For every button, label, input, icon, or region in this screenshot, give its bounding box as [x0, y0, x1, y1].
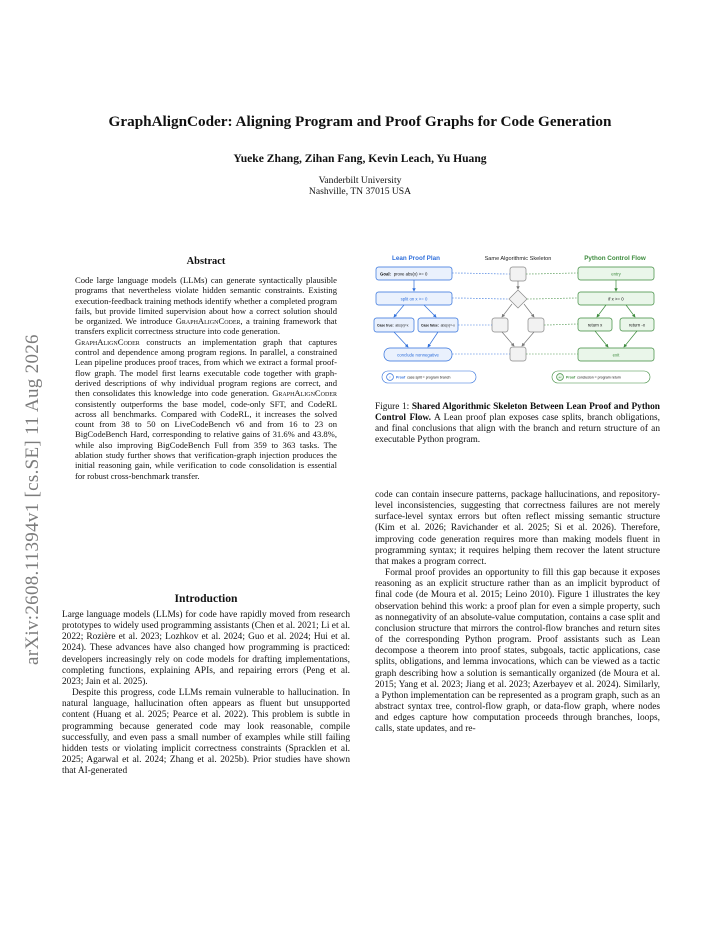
skeleton-exit-node [510, 347, 526, 361]
paper-authors: Yueke Zhang, Zihan Fang, Kevin Leach, Yu Huang [233, 152, 487, 165]
skeleton-entry-node [510, 267, 526, 281]
legend-proof-split [382, 371, 476, 383]
figure-1-caption [375, 402, 660, 447]
lean-case-false-text: abs(x)=-x [440, 323, 455, 328]
right-column-body [375, 490, 660, 735]
lean-case-true-node [374, 318, 414, 332]
right-paragraph-2: Formal proof provides an opportunity to fill this gap because it exposes reasoning as an explicit structure rather than as an implicit byproduct of final code (de Moura et al. 2015; Leino 2010). Figure 1 illustrates the key observation behind this work: a proof plan for even a simple property, such as nonnegativity of an absolute-value computation, contains a case split and conclusion structure that mirrors the control-flow branches and return sites of the corresponding Python program. Proof assistants such as Lean decompose a theorem into proof states, subgoals, tactic applications, case splits, obligations, and lemma invocations, which can be viewed as a tactic graph describing how a solution is semantically organized (de Moura et al. 2015; Yang et al. 2023; Jiang et al. 2023; Azerbayev et al. 2024). Similarly, a Python implementation can be represented as a program graph, such as an abstract syntax tree, control-flow graph, or data-flow graph, where nodes and edges capture how computation proceeds through branches, loops, calls, state updates, and re- [375, 568, 660, 735]
python-exit-text: exit [612, 352, 620, 358]
legend-proof-text: case split = program branch [407, 375, 451, 380]
abstract-paragraph-2: GraphAlignCoder constructs an implementation graph that captures control and dependence among program regions. In parallel, a constrained Lean pipeline produces proof traces, from which we extract a formal proof-flow graph. The model first learns executable code together with graph-derived descriptions of why individual program regions are correct, and then consolidates this knowledge into code generation. GraphAlignCoder consistently outperforms the base model, code-only SFT, and CodeRL across all benchmarks. Compared with CodeRL, it increases the solved count from 38 to 50 on LiveCodeBench v6 and from 16 to 23 on BigCodeBench Hard, corresponding to relative gains of 31.6% and 43.8%, while also improving BigCodeBench Full from 359 to 363 tasks. The ablation study further shows that verification-graph injection produces the initial reasoning gain, while verification to code consolidation is essential for robust cross-benchmark transfer. [75, 336, 337, 481]
python-exit-node [578, 348, 654, 361]
legend-proof-conclusion [552, 371, 650, 383]
abstract-paragraph-1: Code large language models (LLMs) can generate syntactically plausible programs that nevertheless violate hidden semantic constraints. Existing execution-feedback training methods identify whether a completed program fails, but provide limited supervision about how a correct solution should be organized. We introduce GraphAlignCoder, a training framework that transfers explicit correctness structure into code generation. [75, 275, 337, 337]
svg-text:Case true: abs(x)=x [377, 324, 409, 328]
skeleton-panel-title: Same Algorithmic Skeleton [484, 256, 552, 262]
lean-goal-text: prove abs(x) >= 0 [393, 271, 428, 277]
lean-split-text: split on x >= 0 [400, 296, 428, 302]
svg-text:↩: ↩ [558, 375, 562, 380]
right-paragraph-1: code can contain insecure patterns, package hallucinations, and repository-level inconsistencies, suggesting that correctness failures are not merely surface-level syntax errors but often reflect missing semantic structure (Kim et al. 2026; Ravichander et al. 2025; Si et al. 2026). Therefore, improving code generation requires more than making models fluent in programming syntax; it requires helping them recover the latent structure that makes a program correct. [375, 490, 660, 567]
lean-conclude-text: conclude nonnegative [397, 352, 439, 358]
abstract-heading: Abstract [186, 256, 226, 267]
skeleton-branch-node [509, 290, 527, 308]
python-entry-node [578, 267, 654, 280]
legend-conclusion-label: Proof [566, 375, 576, 380]
introduction-body [62, 610, 350, 777]
legend-conclusion-text: conclusion = program return [577, 375, 621, 380]
abstract-body [75, 275, 337, 481]
lean-conclude-node [384, 348, 452, 361]
skeleton-diagram [372, 248, 660, 391]
python-cond-text: if x >= 0 [608, 296, 624, 302]
caption-bold: Shared Algorithmic Skeleton Between Lean Proof and Python Control Flow. [375, 402, 660, 424]
alignment-links [452, 273, 578, 354]
intro-paragraph-1: Large language models (LLMs) for code have rapidly moved from research prototypes to widely used programming assistants (Chen et al. 2021; Li et al. 2022; Rozière et al. 2023; Lozhkov et al. 2024; Guo et al. 2024; Hui et al. 2024). These advances have also changed how programming is practiced: developers increasingly rely on code models for drafting implementations, completing functions, explaining APIs, and repairing errors (Peng et al. 2023; Jain et al. 2025). [62, 610, 350, 687]
legend-proof-label: Proof [396, 375, 406, 380]
skeleton-right-node [528, 318, 544, 332]
lean-case-true-label: Case true: [377, 323, 394, 328]
lean-goal-node [376, 267, 452, 280]
lean-case-false-label: Case false: [421, 323, 439, 328]
intro-paragraph-2: Despite this progress, code LLMs remain vulnerable to hallucination. In natural language, hallucination often appears as fluent but unsupported content (Huang et al. 2025; Pearce et al. 2022). This problem is subtle in programming because generated code may look reasonable, compile successfully, and even pass a small number of examples while still failing hidden tests or violating implicit correctness constraints (Spracklen et al. 2025; Agarwal et al. 2024; Zhang et al. 2025b). Prior studies have shown that AI-generated [62, 688, 350, 777]
paper-title: GraphAlignCoder: Aligning Program and Proof Graphs for Code Generation [108, 113, 612, 130]
figure-1 [372, 248, 660, 391]
lean-split-node [376, 292, 452, 305]
lean-case-false-node [418, 318, 458, 332]
python-return-x-node [578, 318, 612, 331]
introduction-heading: Introduction [174, 592, 238, 605]
svg-text:Goal: prove abs(x) >= [380, 272, 428, 277]
svg-text:Proof case split = pro [396, 376, 450, 380]
affiliation-line-2: Nashville, TN 37015 USA [308, 186, 412, 198]
affiliation [60, 175, 660, 197]
svg-text:⑂: ⑂ [388, 375, 392, 380]
lean-case-true-text: abs(x)=x [395, 323, 409, 328]
python-return-neg-text: return -x [629, 322, 645, 328]
lean-panel-title: Lean Proof Plan [392, 255, 440, 262]
python-return-neg-node [620, 318, 654, 331]
svg-text:Case false: abs(x)=-x [421, 324, 455, 328]
caption-rest: A Lean proof plan exposes case splits, branch obligations, and final conclusions that align with the branch and return structure of an executable Python program. [375, 413, 661, 446]
python-cond-node [578, 292, 654, 305]
python-return-x-text: return x [587, 322, 603, 328]
svg-text:Proof conclusion = pro [566, 376, 621, 380]
skeleton-left-node [492, 318, 508, 332]
python-panel-title: Python Control Flow [584, 255, 646, 262]
caption-label: Figure 1: [375, 402, 410, 412]
lean-goal-label: Goal: [380, 271, 391, 277]
affiliation-line-1: Vanderbilt University [318, 175, 402, 186]
arxiv-identifier: arXiv:2608.11394v1 [cs.SE] 11 Aug 2026 [22, 334, 43, 666]
python-entry-text: entry [611, 271, 621, 277]
